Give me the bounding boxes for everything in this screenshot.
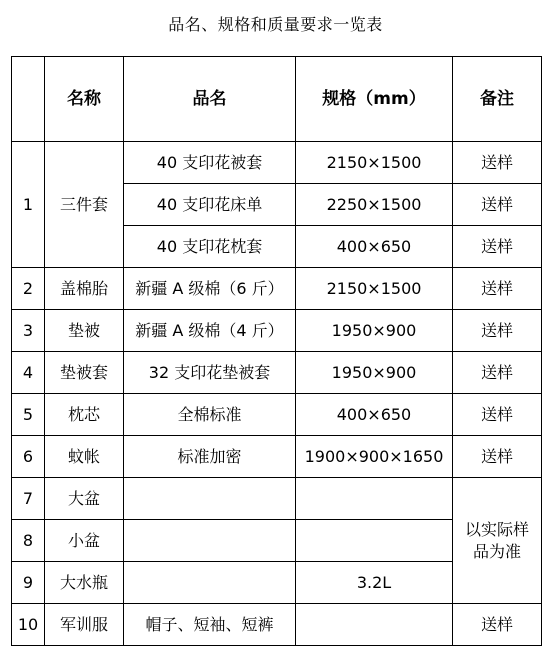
row-product: 全棉标准 (124, 394, 296, 436)
table-header-row (12, 57, 542, 142)
row-number: 8 (12, 520, 45, 562)
row-spec: 1900×900×1650 (296, 436, 453, 478)
row-note: 送样 (453, 184, 542, 226)
row-spec: 400×650 (296, 394, 453, 436)
row-number: 2 (12, 268, 45, 310)
row-spec: 1950×900 (296, 352, 453, 394)
row-product: 40 支印花床单 (124, 184, 296, 226)
row-product: 40 支印花枕套 (124, 226, 296, 268)
header-spec: 规格（mm） (296, 57, 453, 142)
row-spec: 1950×900 (296, 310, 453, 352)
row-name: 垫被套 (45, 352, 124, 394)
row-spec (296, 520, 453, 562)
row-note: 送样 (453, 436, 542, 478)
header-index (12, 57, 45, 142)
row-spec: 3.2L (296, 562, 453, 604)
row-number: 10 (12, 604, 45, 646)
row-spec (296, 604, 453, 646)
merged-note (453, 478, 542, 604)
row-note: 送样 (453, 604, 542, 646)
table-row (12, 310, 542, 352)
row-product (124, 478, 296, 520)
merged-note-line: 品为准 (472, 541, 521, 561)
row-product: 新疆 A 级棉（6 斤） (124, 268, 296, 310)
row-product (124, 562, 296, 604)
row-product: 帽子、短袖、短裤 (124, 604, 296, 646)
table-row (12, 142, 542, 184)
row-name: 大盆 (45, 478, 124, 520)
row-name: 盖棉胎 (45, 268, 124, 310)
row-product: 40 支印花被套 (124, 142, 296, 184)
row-spec: 2150×1500 (296, 142, 453, 184)
row-note: 送样 (453, 142, 542, 184)
row-note: 送样 (453, 394, 542, 436)
row-spec: 2250×1500 (296, 184, 453, 226)
row-spec: 400×650 (296, 226, 453, 268)
row-number: 7 (12, 478, 45, 520)
row-note: 送样 (453, 352, 542, 394)
table-row (12, 436, 542, 478)
row-spec (296, 478, 453, 520)
header-name: 名称 (45, 57, 124, 142)
page-title: 品名、规格和质量要求一览表 (168, 15, 383, 34)
merged-note-line: 以实际样 (464, 519, 529, 539)
row-product (124, 520, 296, 562)
row-name: 军训服 (45, 604, 124, 646)
row-note: 送样 (453, 268, 542, 310)
row-note: 送样 (453, 310, 542, 352)
row-name: 小盆 (45, 520, 124, 562)
row-product: 新疆 A 级棉（4 斤） (124, 310, 296, 352)
row-number: 5 (12, 394, 45, 436)
header-product: 品名 (124, 57, 296, 142)
table-row (12, 394, 542, 436)
requirements-table (11, 56, 542, 646)
row-spec: 2150×1500 (296, 268, 453, 310)
row-number: 3 (12, 310, 45, 352)
row-name: 三件套 (45, 142, 124, 268)
row-note: 送样 (453, 226, 542, 268)
table-row (12, 268, 542, 310)
row-name: 垫被 (45, 310, 124, 352)
row-number: 4 (12, 352, 45, 394)
row-product: 标准加密 (124, 436, 296, 478)
table-row (12, 604, 542, 646)
row-number: 1 (12, 142, 45, 268)
row-number: 6 (12, 436, 45, 478)
row-name: 枕芯 (45, 394, 124, 436)
table-row (12, 352, 542, 394)
row-product: 32 支印花垫被套 (124, 352, 296, 394)
row-name: 蚊帐 (45, 436, 124, 478)
table-row (12, 478, 542, 520)
row-number: 9 (12, 562, 45, 604)
header-note: 备注 (453, 57, 542, 142)
row-name: 大水瓶 (45, 562, 124, 604)
